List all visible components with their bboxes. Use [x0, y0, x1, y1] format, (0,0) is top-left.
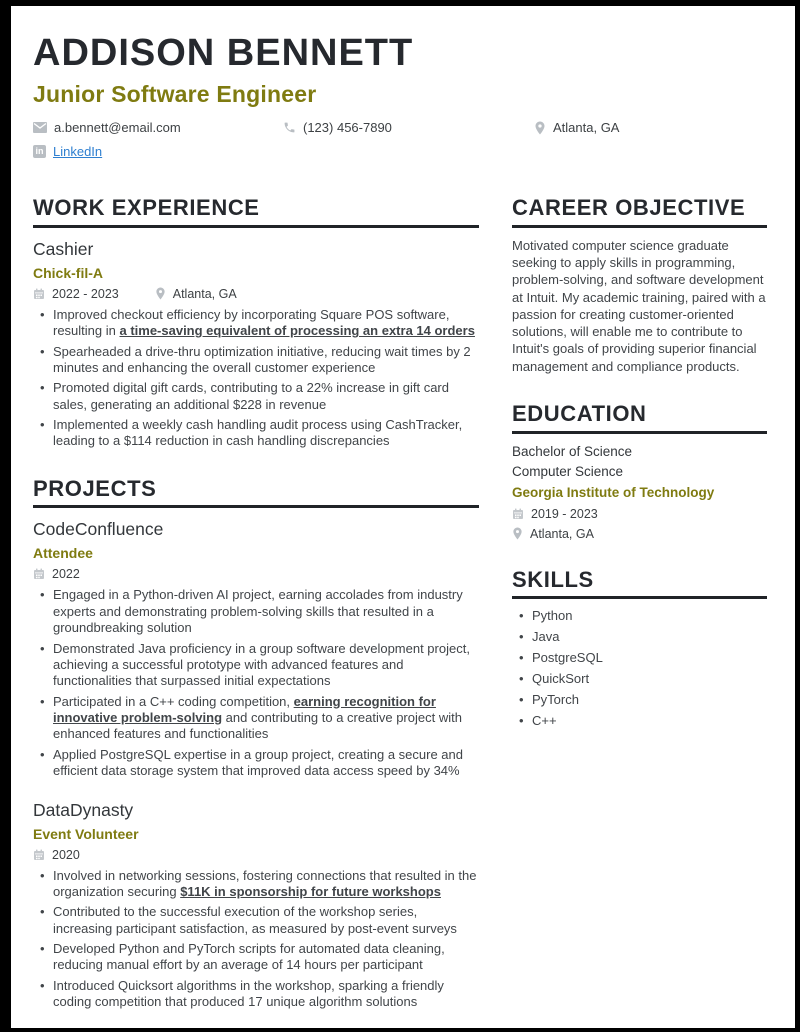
calendar-icon: [33, 849, 45, 861]
job-company: Chick-fil-A: [33, 264, 103, 281]
project-meta: [33, 567, 479, 581]
job-bullet-list: [33, 307, 479, 450]
project-title: CodeConfluence: [33, 519, 164, 540]
job-entry: [33, 239, 479, 450]
contact-location: [534, 120, 619, 135]
project-dates: [33, 567, 80, 581]
project-entry: [33, 800, 479, 1011]
career-objective-text: Motivated computer science graduate seeking to apply skills in programming, problem-solving, and software development at Intuit. My academic training, paired with a passion for creating customer-oriented solutions, will enable me to contribute to Intuit's goals of providing superior financial management and compliance products.: [512, 237, 766, 374]
person-name: ADDISON BENNETT: [33, 32, 414, 74]
job-meta: [33, 287, 479, 301]
resume-body: [33, 196, 767, 1014]
education-dates-text: 2019 - 2023: [531, 506, 598, 521]
project-entry: [33, 519, 479, 779]
project-dates-text: 2020: [52, 847, 80, 862]
career-objective-section: [512, 196, 767, 375]
bullet-item: • PostgreSQL: [512, 650, 767, 665]
education-school: Georgia Institute of Technology: [512, 484, 715, 500]
email-text: a.bennett@email.com: [54, 120, 181, 136]
bullet-item: • Implemented a weekly cash handling audit process using CashTracker, leading to a $114 reduction in cash handling discrepancies: [33, 417, 479, 450]
bullet-item: • Engaged in a Python-driven AI project, earning accolades from industry experts and demonstrating problem-solving skills that resulted in a groundbreaking solution: [33, 587, 479, 636]
education-dates: [512, 507, 767, 521]
map-pin-icon: [534, 121, 546, 135]
project-dates: [33, 848, 80, 862]
envelope-icon: [33, 122, 47, 133]
bullet-item: • Applied PostgreSQL expertise in a group project, creating a secure and efficient data storage system that improved data access speed by 34%: [33, 747, 479, 780]
bullet-item: • Participated in a C++ coding competition, earning recognition for innovative problem-solving and contributing to a creative project with enhanced features and functionalities: [33, 694, 479, 743]
job-dates-text: 2022 - 2023: [52, 286, 119, 301]
education-major: Computer Science: [512, 463, 624, 479]
resume-header: [33, 34, 767, 159]
resume-page: [11, 6, 795, 1028]
bullet-item: • Spearheaded a drive-thru optimization initiative, reducing wait times by 2 minutes and enhancing the overall customer experience: [33, 344, 479, 377]
bullet-item: • Developed Python and PyTorch scripts for automated data cleaning, reducing manual effort by an average of 14 hours per participant: [33, 941, 479, 974]
bullet-item: • QuickSort: [512, 671, 767, 686]
work-experience-section: [33, 196, 479, 450]
calendar-icon: [512, 508, 524, 520]
education-degree: Bachelor of Science: [512, 443, 633, 459]
phone-icon: [283, 121, 296, 134]
left-column: [33, 196, 479, 1014]
skills-list: [512, 608, 767, 728]
contact-email: [33, 120, 283, 135]
project-role: Event Volunteer: [33, 825, 139, 842]
bullet-item: • C++: [512, 713, 767, 728]
education-section: [512, 402, 767, 541]
calendar-icon: [33, 568, 45, 580]
project-role: Attendee: [33, 545, 93, 562]
map-pin-icon: [155, 287, 166, 300]
bullet-item: • Improved checkout efficiency by incorporating Square POS software, resulting in a time-saving equivalent of processing an extra 14 orders: [33, 307, 479, 340]
contact-row: [33, 144, 767, 159]
work-experience-heading: WORK EXPERIENCE: [33, 196, 479, 228]
job-location-text: Atlanta, GA: [172, 286, 237, 301]
contact-linkedin: [33, 144, 102, 159]
project-bullet-list: [33, 587, 479, 779]
skills-heading: SKILLS: [512, 568, 767, 600]
location-text: Atlanta, GA: [553, 120, 620, 136]
bullet-item: • Demonstrated Java proficiency in a group software development project, achieving a successful prototype with advanced features and functionalities that surpassed initial expectations: [33, 641, 479, 690]
contact-phone: [283, 120, 534, 135]
project-meta: [33, 848, 479, 862]
education-location: [512, 527, 767, 541]
linkedin-icon: in: [33, 145, 46, 158]
contact-info: [33, 120, 767, 159]
contact-row: [33, 120, 767, 135]
education-heading: EDUCATION: [512, 402, 767, 434]
job-title: Cashier: [33, 238, 94, 259]
bullet-item: • Promoted digital gift cards, contributing to a 22% increase in gift card sales, generating an additional $228 in revenue: [33, 380, 479, 413]
bullet-item: • Involved in networking sessions, fostering connections that resulted in the organization securing $11K in sponsorship for future workshops: [33, 868, 479, 901]
project-dates-text: 2022: [52, 567, 80, 582]
projects-heading: PROJECTS: [33, 477, 479, 509]
projects-section: [33, 477, 479, 1011]
bullet-item: • Python: [512, 608, 767, 623]
job-location: [155, 287, 237, 301]
linkedin-link[interactable]: LinkedIn: [53, 144, 103, 160]
skills-section: [512, 568, 767, 729]
map-pin-icon: [512, 527, 523, 540]
right-column: [512, 196, 767, 1014]
phone-text: (123) 456-7890: [303, 120, 392, 136]
bullet-item: • PyTorch: [512, 692, 767, 707]
bullet-item: • Java: [512, 629, 767, 644]
job-dates: [33, 287, 119, 301]
person-job-title: Junior Software Engineer: [33, 81, 317, 107]
bullet-item: • Introduced Quicksort algorithms in the workshop, sparking a friendly coding competition that produced 17 unique algorithm solutions: [33, 978, 479, 1011]
education-location-text: Atlanta, GA: [530, 526, 594, 541]
career-objective-heading: CAREER OBJECTIVE: [512, 196, 767, 228]
project-bullet-list: [33, 868, 479, 1011]
calendar-icon: [33, 288, 45, 300]
bullet-item: • Contributed to the successful execution of the workshop series, increasing participant satisfaction, as measured by post-event surveys: [33, 904, 479, 937]
project-title: DataDynasty: [33, 799, 134, 820]
